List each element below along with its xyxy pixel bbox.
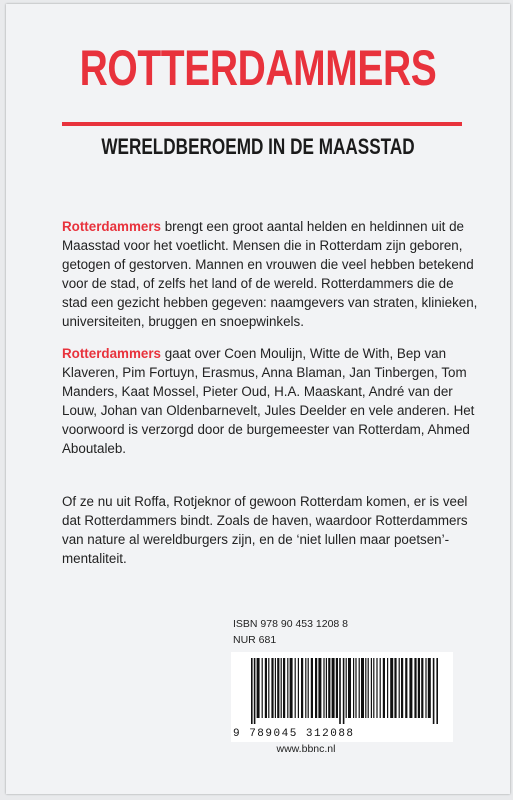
barcode-bar — [361, 658, 364, 718]
barcode-bar — [323, 658, 324, 718]
barcode-bar — [373, 658, 374, 718]
highlight-text: Rotterdammers — [62, 346, 161, 361]
barcode-bar — [281, 658, 282, 718]
cover-subtitle: WERELDBEROEMD IN DE MAASSTAD — [101, 134, 415, 159]
barcode-bar — [390, 658, 393, 718]
barcode-bar — [271, 658, 273, 718]
barcode-bar — [301, 658, 303, 718]
barcode-bar — [401, 658, 403, 718]
barcode-bar — [383, 658, 385, 718]
isbn-text: ISBN 978 90 453 1208 8 — [233, 618, 349, 630]
barcode-bar — [268, 658, 269, 718]
barcode-panel — [231, 652, 453, 742]
barcode-bar — [254, 658, 256, 724]
barcode-bar — [371, 658, 372, 718]
barcode-bar — [368, 658, 369, 718]
barcode-bar — [257, 658, 260, 718]
paragraph-text: gaat over Coen Moulijn, Witte de With, Bep van Klaveren, Pim Fortuyn, Erasmus, Anna Blaman, Jan Tinbergen, Tom Manders, Kaat Mossel, Pieter Oud, H.A. Maaskant, André van der Louw, Johan van Oldenbarnevelt, Jules Deelder en vele anderen. Het voorwoord is verzorgd door de burgemeester van Rotterdam, Ahmed Aboutaleb. — [62, 346, 475, 456]
paragraph-text: Of ze nu uit Roffa, Rotjeknor of gewoon Rotterdam komen, er is veel dat Rotterdammers bindt. Zoals de haven, waardoor Rotterdammers van nature al wereldburgers zijn, en de ‘niet lullen maar poetsen’-mentaliteit. — [62, 494, 468, 566]
title-underline — [62, 122, 462, 126]
nur-text: NUR 681 — [233, 634, 277, 646]
barcode-bar — [265, 658, 267, 718]
barcode-bar — [425, 658, 426, 718]
barcode-bar — [311, 658, 313, 718]
barcode-bar — [433, 658, 435, 724]
book-metadata — [233, 616, 348, 648]
barcode-bar — [376, 658, 377, 718]
barcode-bar — [359, 658, 360, 718]
barcode-bar — [275, 658, 276, 718]
barcode-bar — [365, 658, 366, 718]
barcode-bar — [346, 658, 347, 718]
barcode-bar — [328, 658, 330, 718]
highlight-text: Rotterdammers — [62, 219, 161, 234]
barcode-bar — [394, 658, 396, 718]
barcode-bar — [332, 658, 335, 718]
barcode-bar — [315, 658, 317, 718]
barcode-bar — [283, 658, 285, 718]
barcode-bar — [436, 658, 438, 724]
barcode-bar — [409, 658, 412, 718]
barcode-bar — [353, 658, 354, 718]
barcode-bar — [298, 658, 299, 718]
barcode-bar — [295, 658, 296, 718]
barcode-bar — [348, 658, 351, 718]
barcode-bar — [290, 658, 293, 718]
barcode-bar — [380, 658, 381, 718]
barcode-bar — [305, 658, 306, 718]
barcode-bar — [308, 658, 309, 718]
barcode-bar — [251, 658, 253, 724]
barcode-bar — [414, 658, 416, 718]
barcode-bar — [318, 658, 321, 718]
barcode-digits: 9 789045 312088 — [233, 728, 355, 740]
barcode-bar — [399, 658, 400, 718]
barcode-bar — [287, 658, 288, 718]
blurb-paragraph-3 — [62, 492, 482, 568]
paragraph-text: brengt een groot aantal helden en heldinnen uit de Maasstad voor het voetlicht. Mensen die in Rotterdam zijn geboren, getogen of gestorven. Mannen en vrouwen die veel hebben betekend voor de stad, of zelfs het land of de wereld. Rotterdammers die de stad een gezicht hebben gegeven: naamgevers van straten, klinieken, universiteiten, bruggen en snoepwinkels. — [62, 219, 478, 329]
blurb-paragraph-1 — [62, 217, 482, 331]
barcode-icon — [241, 658, 445, 724]
barcode-bar — [339, 658, 341, 724]
book-back-cover — [6, 4, 510, 794]
barcode-bar — [428, 658, 431, 718]
barcode-bar — [418, 658, 420, 718]
barcode-bar — [421, 658, 423, 718]
barcode-bar — [355, 658, 356, 718]
blurb-paragraph-2 — [62, 344, 482, 458]
barcode-bar — [405, 658, 407, 718]
barcode-bar — [326, 658, 327, 718]
cover-title: ROTTERDAMMERS — [79, 40, 437, 96]
publisher-website: www.bbnc.nl — [276, 743, 336, 755]
barcode-bar — [262, 658, 263, 718]
barcode-bar — [343, 658, 345, 724]
barcode-bar — [336, 658, 338, 718]
barcode-bar — [277, 658, 279, 718]
barcode-bar — [387, 658, 388, 718]
